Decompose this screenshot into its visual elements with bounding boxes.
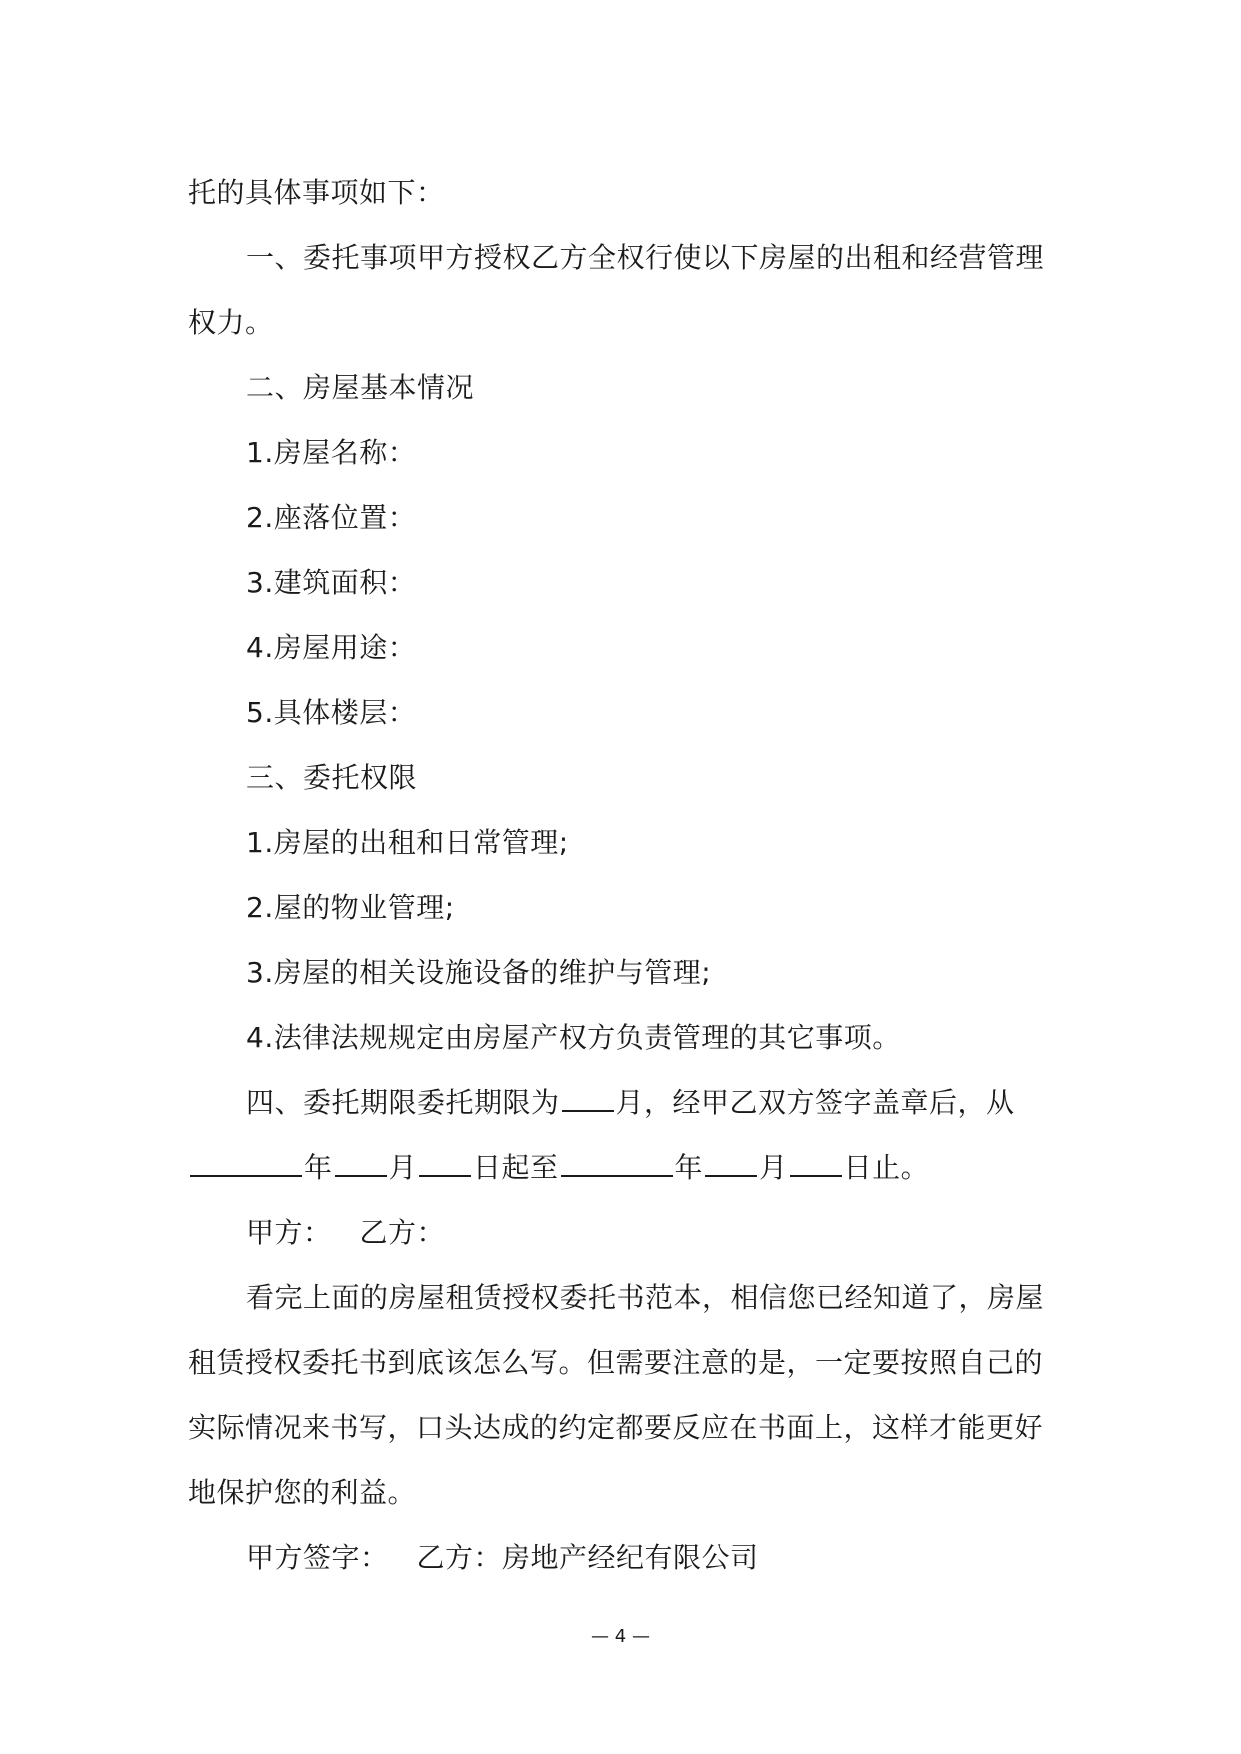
signature-line: [188, 1525, 1068, 1590]
parties-line: [188, 1200, 1068, 1265]
clause-3-item-3: 3.房屋的相关设施设备的维护与管理;: [246, 956, 712, 989]
term-months-blank: [562, 1080, 614, 1112]
clause-2-item-2: 2.座落位置：: [246, 501, 417, 534]
clause-1-line-1: 一、委托事项甲方授权乙方全权行使以下房屋的出租和经营管理: [246, 241, 1045, 274]
end-day-blank: [790, 1145, 842, 1177]
clause-3-item-2: 2.屋的物业管理;: [246, 891, 455, 924]
end-month-label: 月: [759, 1151, 788, 1184]
clause-2-item-3: 3.建筑面积：: [246, 566, 417, 599]
end-year-label: 年: [674, 1151, 704, 1184]
start-day-blank: [419, 1145, 471, 1177]
clause-3-item-1: 1.房屋的出租和日常管理;: [246, 826, 569, 859]
page-number: — 4 —: [591, 1626, 650, 1647]
start-day-label: 日起至: [473, 1151, 559, 1184]
party-a-label: 甲方：: [246, 1216, 332, 1249]
party-b-label: 乙方：: [359, 1216, 446, 1249]
clause-1-line-2: 权力。: [188, 306, 274, 339]
term-prefix: 四、委托期限委托期限为: [246, 1086, 560, 1119]
closing-line-4: 地保护您的利益。: [188, 1476, 417, 1509]
paragraph-intro: 托的具体事项如下：: [188, 176, 445, 209]
end-year-blank: [561, 1145, 673, 1177]
start-year-label: 年: [304, 1151, 333, 1184]
end-month-blank: [705, 1145, 757, 1177]
term-suffix: 月，经甲乙双方签字盖章后，从: [615, 1086, 1015, 1119]
start-year-blank: [190, 1145, 302, 1177]
closing-line-1: 看完上面的房屋租赁授权委托书范本，相信您已经知道了，房屋: [246, 1281, 1045, 1314]
document-body: [188, 160, 1068, 1590]
start-month-blank: [335, 1145, 387, 1177]
clause-4-line-2: [188, 1135, 1068, 1200]
clause-2-item-5: 5.具体楼层：: [246, 696, 417, 729]
clause-4-line-1: [188, 1070, 1068, 1135]
start-month-label: 月: [388, 1151, 418, 1184]
signature-party-b: 乙方：房地产经纪有限公司: [416, 1541, 759, 1574]
closing-line-2: 租赁授权委托书到底该怎么写。但需要注意的是，一定要按照自己的: [188, 1346, 1044, 1379]
clause-2-heading: 二、房屋基本情况: [246, 371, 475, 404]
signature-party-a: 甲方签字：: [246, 1541, 389, 1574]
clause-2-item-4: 4.房屋用途：: [246, 631, 417, 664]
clause-3-item-4: 4.法律法规规定由房屋产权方负责管理的其它事项。: [246, 1021, 901, 1054]
clause-3-heading: 三、委托权限: [246, 761, 418, 794]
closing-line-3: 实际情况来书写，口头达成的约定都要反应在书面上，这样才能更好: [188, 1411, 1044, 1444]
end-day-label: 日止。: [843, 1151, 930, 1184]
clause-2-item-1: 1.房屋名称：: [246, 436, 417, 469]
